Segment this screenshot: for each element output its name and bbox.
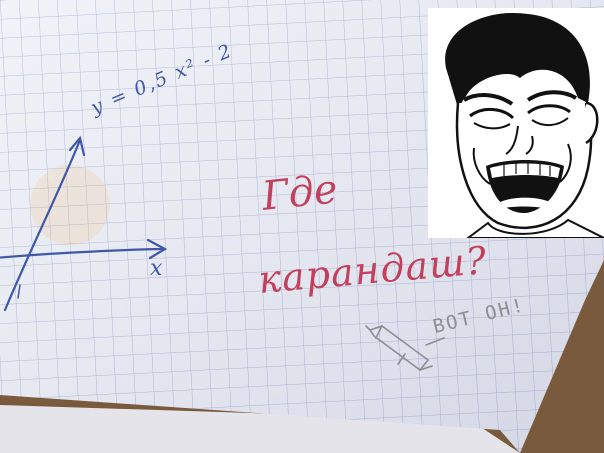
question-line-2: карандаш?	[256, 238, 489, 302]
x-axis-label: x	[150, 256, 163, 281]
question-line-1: Где	[259, 166, 340, 220]
function-formula: y = 0,5 x² - 2	[87, 39, 237, 120]
pencil-note: ВОТ ОН!	[430, 293, 528, 339]
laughing-rage-face-icon	[428, 8, 604, 238]
stain	[30, 165, 110, 245]
